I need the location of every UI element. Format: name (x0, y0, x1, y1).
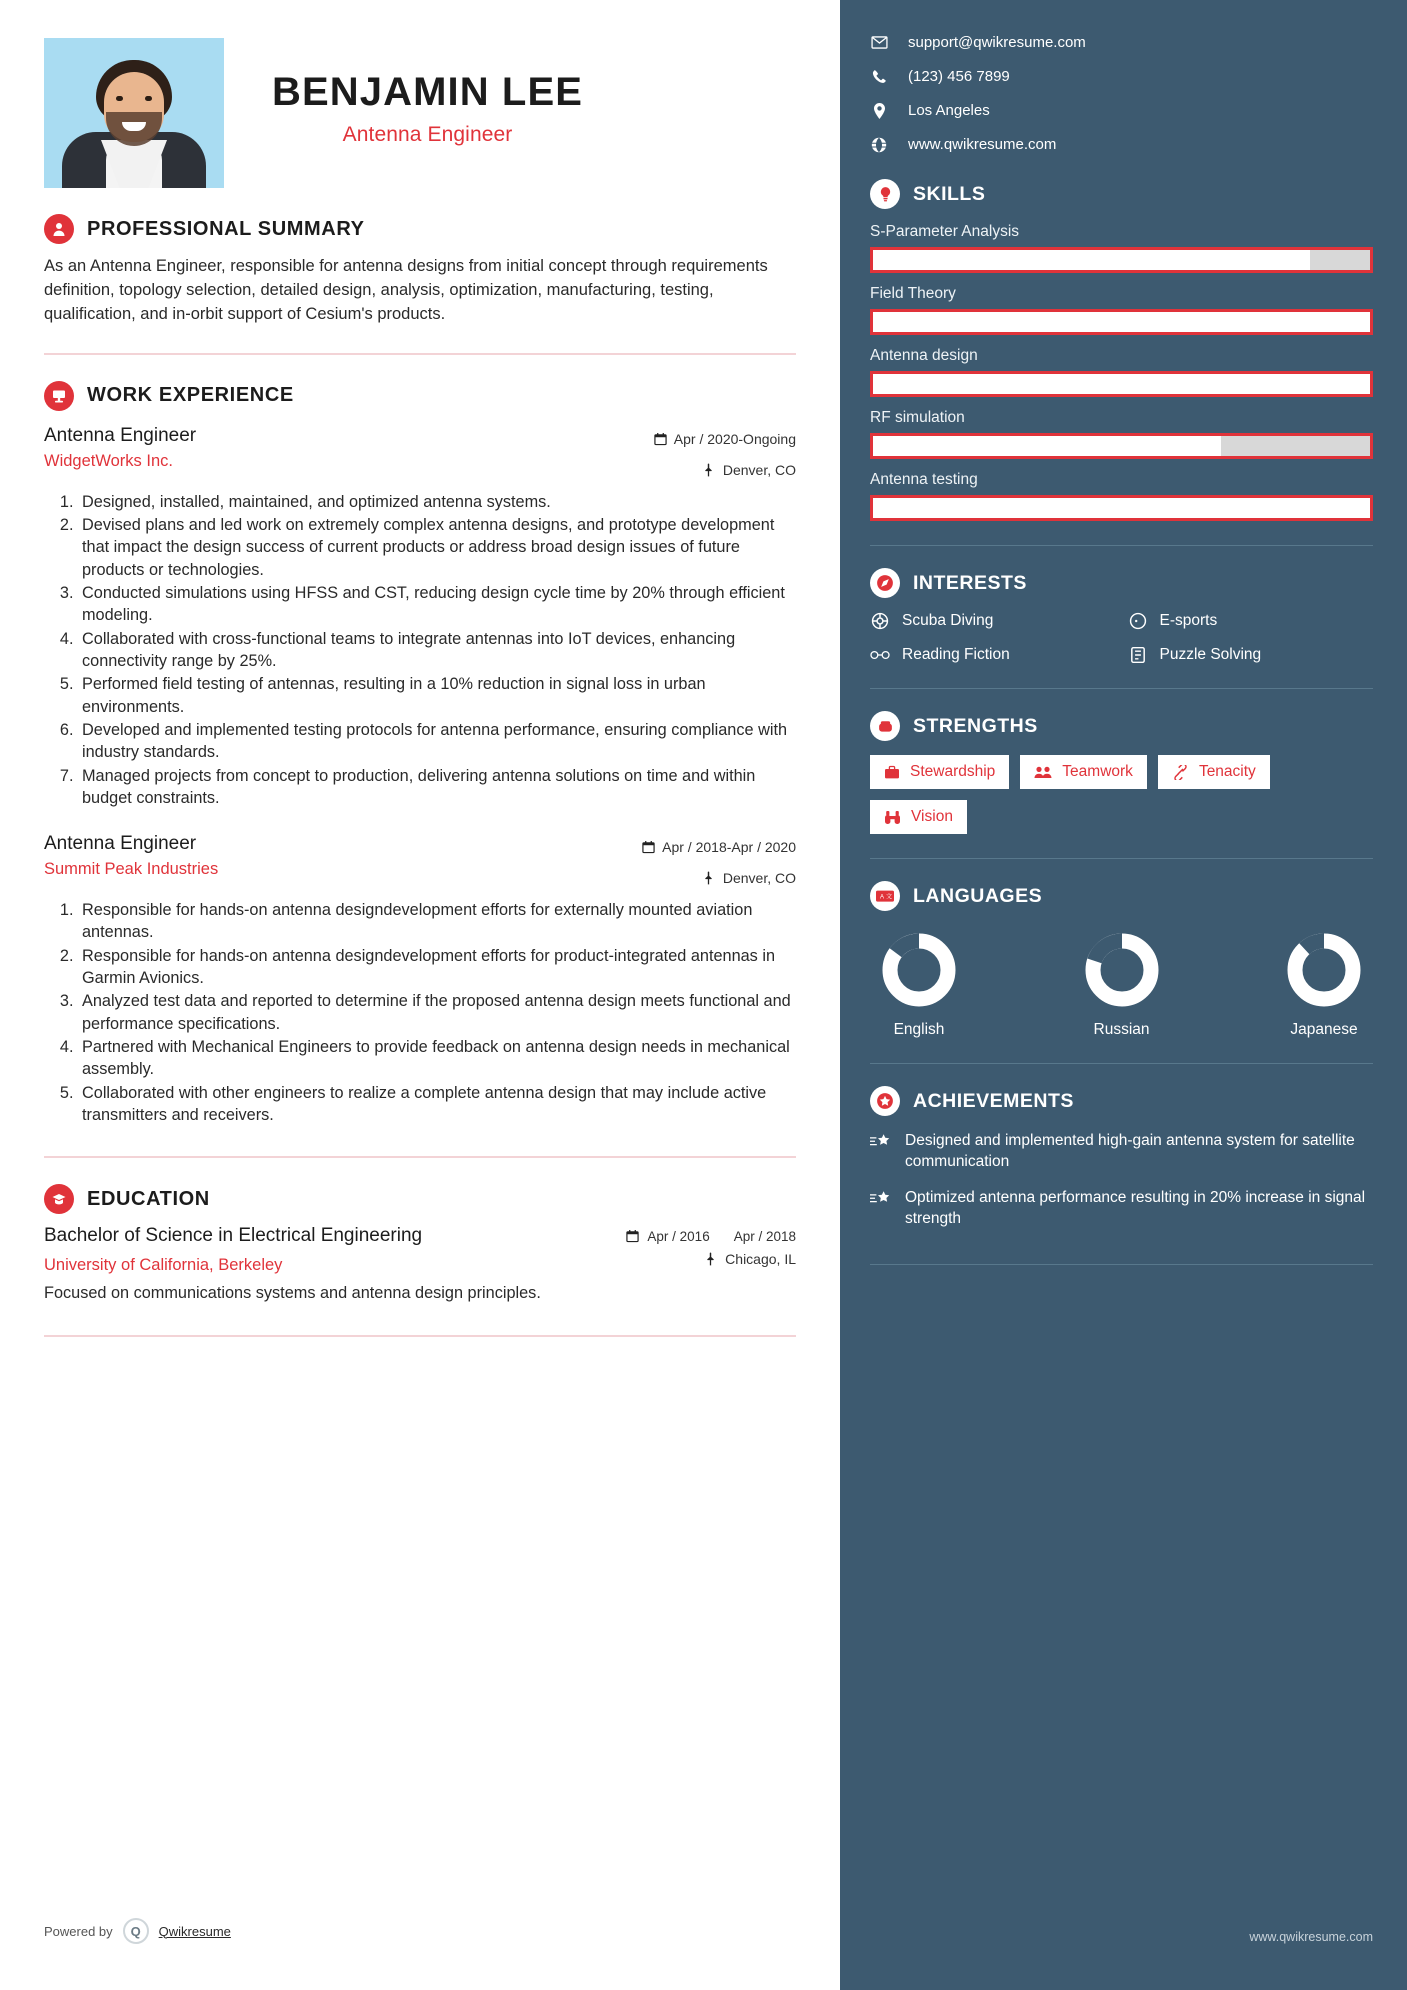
graduation-cap-icon (44, 1184, 74, 1214)
list-item: 1. Designed, installed, maintained, and optimized antenna systems. (78, 491, 796, 513)
section-strengths (870, 711, 1373, 834)
list-item: 6. Developed and implemented testing protocols for antenna performance, ensuring compliance with industry standards. (78, 719, 796, 764)
work-icon (44, 381, 74, 411)
map-pin-icon (870, 103, 888, 119)
section-title: SKILLS (913, 182, 986, 205)
education-location: Chicago, IL (725, 1251, 796, 1268)
name-block (224, 38, 583, 147)
strength-label: Tenacity (1198, 763, 1256, 780)
job-bullets (44, 899, 796, 1126)
achievement-item (870, 1130, 1373, 1173)
language-item (1083, 931, 1161, 1039)
glasses-icon (870, 648, 890, 662)
job-location: Denver, CO (722, 461, 796, 478)
lightbulb-icon (870, 179, 900, 209)
fist-icon (870, 711, 900, 741)
calendar-icon (654, 432, 667, 446)
skill-bar (870, 247, 1373, 273)
skill-item (870, 223, 1373, 273)
section-header (44, 1184, 796, 1214)
section-title: WORK EXPERIENCE (87, 384, 294, 407)
section-title: LANGUAGES (913, 884, 1043, 907)
list-item: 4. Collaborated with cross-functional teams to integrate antennas into IoT devices, enhancing connectivity range by 25%. (78, 628, 796, 673)
achievement-item (870, 1187, 1373, 1230)
achievement-text: Optimized antenna performance resulting in 20% increase in signal strength (905, 1188, 1366, 1228)
strength-label: Teamwork (1062, 763, 1133, 780)
section-header (870, 568, 1373, 598)
interests-grid (870, 612, 1373, 664)
section-interests (870, 568, 1373, 664)
section-header (870, 711, 1373, 741)
work-entry (44, 425, 796, 809)
language-item (1285, 931, 1363, 1039)
section-work-experience (44, 381, 796, 1127)
job-meta (606, 425, 796, 478)
skill-label: Field Theory (870, 285, 956, 302)
contact-email-row[interactable] (870, 34, 1373, 51)
translate-icon (870, 881, 900, 911)
interest-label: Scuba Diving (902, 612, 994, 629)
strength-item (870, 755, 1009, 789)
section-header (44, 381, 796, 411)
job-company: WidgetWorks Inc. (44, 451, 173, 470)
svg-text:文: 文 (886, 894, 893, 901)
languages-list (870, 925, 1373, 1039)
section-header (870, 881, 1373, 911)
language-label: English (893, 1021, 945, 1038)
work-entry (44, 833, 796, 1126)
divider (44, 1335, 796, 1337)
skill-item (870, 471, 1373, 521)
contact-website-row[interactable] (870, 136, 1373, 153)
divider (870, 688, 1373, 689)
skill-bar-remainder (1221, 436, 1370, 456)
section-achievements (870, 1086, 1373, 1230)
globe-icon (870, 137, 888, 153)
education-school: University of California, Berkeley (44, 1256, 283, 1275)
education-meta (626, 1225, 796, 1246)
interest-item (1128, 646, 1374, 664)
list-item: 1. Responsible for hands-on antenna designdevelopment efforts for externally mounted aviation antennas. (78, 899, 796, 944)
section-title: ACHIEVEMENTS (913, 1089, 1074, 1112)
footer-brand-link[interactable]: Qwikresume (158, 1923, 231, 1939)
list-item: 7. Managed projects from concept to production, delivering antenna solutions on time and within budget constraints. (78, 765, 796, 810)
puzzle-icon (1128, 646, 1148, 664)
job-company: Summit Peak Industries (44, 860, 219, 879)
skill-bar (870, 309, 1373, 335)
section-header (44, 214, 796, 244)
language-donut (1285, 931, 1363, 1009)
strength-label: Vision (911, 808, 953, 825)
divider (44, 1156, 796, 1158)
contact-city: Los Angeles (908, 102, 990, 119)
strength-item (1020, 755, 1147, 789)
skill-bar (870, 371, 1373, 397)
pin-icon (705, 1252, 718, 1266)
skill-item (870, 409, 1373, 459)
interest-label: Reading Fiction (902, 646, 1010, 663)
interest-item (1128, 612, 1374, 630)
section-header (870, 1086, 1373, 1116)
job-location: Denver, CO (722, 870, 796, 887)
header-job-title: Antenna Engineer (342, 123, 513, 146)
interest-item (870, 646, 1116, 664)
contact-email: support@qwikresume.com (908, 34, 1086, 51)
qwikresume-logo-icon: Q (123, 1918, 149, 1944)
pin-icon (703, 871, 716, 885)
job-title: Antenna Engineer (44, 833, 197, 855)
job-title: Antenna Engineer (44, 424, 197, 446)
interest-item (870, 612, 1116, 630)
skill-item (870, 347, 1373, 397)
section-title: STRENGTHS (913, 714, 1038, 737)
contact-phone-row[interactable] (870, 68, 1373, 85)
divider (870, 545, 1373, 546)
skill-label: Antenna testing (870, 471, 978, 488)
section-languages (870, 881, 1373, 1039)
section-title: INTERESTS (913, 571, 1027, 594)
star-icon (870, 1130, 892, 1173)
list-item: 3. Analyzed test data and reported to determine if the proposed antenna design meets functional and performance specifications. (78, 990, 796, 1035)
strength-label: Stewardship (910, 763, 996, 780)
degree-title: Bachelor of Science in Electrical Engineering (44, 1225, 423, 1247)
divider (870, 1264, 1373, 1265)
footer (44, 1918, 231, 1944)
job-dates: Apr / 2018-Apr / 2020 (662, 839, 796, 856)
list-item: 2. Responsible for hands-on antenna designdevelopment efforts for product-integrated antennas in Garmin Avionics. (78, 945, 796, 990)
job-bullets (44, 491, 796, 809)
job-dates: Apr / 2020-Ongoing (673, 430, 796, 447)
divider (870, 1063, 1373, 1064)
language-label: Russian (1093, 1021, 1150, 1038)
esports-icon (1128, 612, 1148, 630)
binoculars-icon (884, 810, 901, 825)
section-education (44, 1184, 796, 1303)
footer-powered-by-label: Powered by (44, 1923, 113, 1939)
contact-phone: (123) 456 7899 (908, 68, 1010, 85)
education-description: Focused on communications systems and antenna design principles. (44, 1284, 541, 1303)
section-title: PROFESSIONAL SUMMARY (87, 217, 365, 240)
section-title: EDUCATION (87, 1187, 210, 1210)
skill-bar (870, 433, 1373, 459)
list-item: 4. Partnered with Mechanical Engineers to provide feedback on antenna design needs in mechanical assembly. (78, 1036, 796, 1081)
skill-label: Antenna design (870, 347, 978, 364)
section-skills (870, 179, 1373, 521)
chain-icon (1172, 765, 1189, 780)
phone-icon (870, 69, 888, 84)
contact-location-row (870, 102, 1373, 119)
skill-bar-remainder (1310, 250, 1370, 270)
list-item: 5. Performed field testing of antennas, resulting in a 10% reduction in signal loss in urban environments. (78, 673, 796, 718)
scuba-icon (870, 612, 890, 630)
star-badge-icon (870, 1086, 900, 1116)
language-label: Japanese (1290, 1021, 1358, 1038)
interest-label: Puzzle Solving (1159, 646, 1262, 663)
section-header (870, 179, 1373, 209)
strength-item (870, 800, 967, 834)
pin-icon (703, 463, 716, 477)
sidebar (840, 0, 1407, 1990)
skill-label: S-Parameter Analysis (870, 223, 1020, 240)
star-icon (870, 1187, 892, 1230)
envelope-icon (870, 36, 888, 49)
avatar (44, 38, 224, 188)
calendar-icon (642, 840, 655, 854)
people-icon (1034, 765, 1052, 780)
list-item: 2. Devised plans and led work on extremely complex antenna designs, and prototype development that impact the design success of current products or address broad design issues of future products or technologies. (78, 514, 796, 581)
skill-bar (870, 495, 1373, 521)
briefcase-icon (884, 765, 900, 780)
language-donut (880, 931, 958, 1009)
job-meta (606, 833, 796, 886)
page-title: BENJAMIN LEE (272, 70, 584, 114)
list-item: 3. Conducted simulations using HFSS and CST, reducing design cycle time by 20% through efficient modeling. (78, 582, 796, 627)
compass-icon (870, 568, 900, 598)
skill-label: RF simulation (870, 409, 965, 426)
education-start-date: Apr / 2016 (647, 1229, 710, 1245)
divider (44, 353, 796, 355)
education-location-row (705, 1251, 796, 1267)
language-donut (1083, 931, 1161, 1009)
contact-website: www.qwikresume.com (908, 136, 1057, 153)
achievement-text: Designed and implemented high-gain antenna system for satellite communication (905, 1132, 1355, 1171)
divider (870, 858, 1373, 859)
svg-text:A: A (880, 894, 885, 901)
calendar-icon (626, 1229, 639, 1243)
summary-text: As an Antenna Engineer, responsible for antenna designs from initial concept through requirements definition, topology selection, detailed design, analysis, optimization, manufacturing, testing, qualification, and in-orbit support of Cesium's products. (44, 257, 768, 323)
header (44, 38, 796, 188)
person-icon (44, 214, 74, 244)
section-professional-summary (44, 214, 796, 327)
education-end-date: Apr / 2018 (733, 1229, 796, 1245)
interest-label: E-sports (1159, 612, 1218, 629)
strengths-list (870, 755, 1373, 834)
skill-item (870, 285, 1373, 335)
language-item (880, 931, 958, 1039)
list-item: 5. Collaborated with other engineers to realize a complete antenna design that may include active transmitters and receivers. (78, 1082, 796, 1127)
contact-list (870, 34, 1373, 153)
strength-item (1158, 755, 1270, 789)
sidebar-footer-site: www.qwikresume.com (1249, 1930, 1373, 1944)
